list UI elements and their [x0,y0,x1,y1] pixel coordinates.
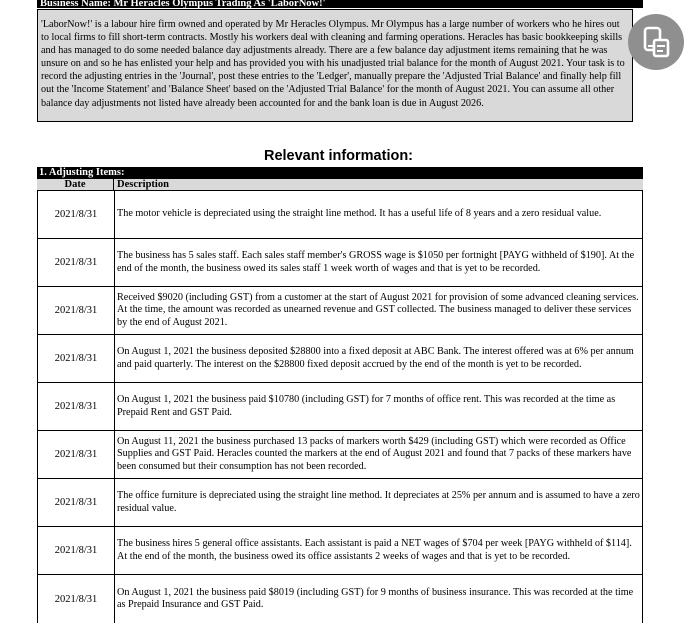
table-row [38,287,642,335]
row-description: The office furniture is depreciated using the straight line method. It depreciates at 25% per annum and is assumed to have a zero residual value. [114,479,642,526]
table-row [38,383,642,431]
date-column-header: Date [37,179,113,191]
row-description: On August 1, 2021 the business paid $8019 (including GST) for 9 months of business insurance. This was recorded at the time as Prepaid Insurance and GST Paid. [114,575,642,623]
table-row [38,575,642,623]
table-row [38,335,642,383]
row-date: 2021/8/31 [54,401,98,412]
row-date: 2021/8/31 [54,305,98,316]
description-column-header: Description [113,179,643,191]
row-date: 2021/8/31 [54,545,98,556]
table-row [38,191,642,239]
row-description: The motor vehicle is depreciated using the straight line method. It has a useful life of 8 years and a zero residual value. [114,191,642,238]
table-row [38,527,642,575]
row-description: On August 11, 2021 the business purchased 13 packs of markers worth $429 (including GST) which were recorded as Office Supplies and GST Paid. Heracles counted the markers at the end of August 2021 and found that 7 packs of these markers have been consumed but their consumption has not been recorded. [114,431,642,478]
row-description: The business has 5 sales staff. Each sales staff member's GROSS wage is $1050 per fortnight [PAYG withheld of $190]. At the end of the month, the business owed its sales staff 1 week worth of wages and that is yet to be recorded. [114,239,642,286]
row-date: 2021/8/31 [54,353,98,364]
row-date: 2021/8/31 [54,593,98,605]
row-date: 2021/8/31 [54,449,98,460]
relevant-information-title: Relevant information: [263,148,414,164]
row-description: The business hires 5 general office assistants. Each assistant is paid a NET wages of $704 per week [PAYG withheld of $114]. At the end of the month, the business owed its office assistants 2 weeks of wages and that is yet to be recorded. [114,527,642,574]
row-date: 2021/8/31 [54,209,98,220]
document-export-icon [638,24,674,60]
row-description: On August 1, 2021 the business deposited $28800 into a fixed deposit at ABC Bank. The interest offered was at 6% per annum and paid quarterly. The interest on the $28800 fixed deposit accrued by the end of the month is yet to be recorded. [114,335,642,382]
intro-paragraph: 'LaborNow!' is a labour hire firm owned and operated by Mr Heracles Olympus. Mr Olympus has a large number of workers who he hires out to local firms to fill short-term contracts. Mostly his workers deal with cleaning and farming operations. Heracles has basic bookkeeping skills and has managed to do some needed balance day adjustments already. There are a few balance day adjustment items remaining that he was unsure on and so he has enlisted your help and has provided you with his unadjusted trial balance for the month of August 2021. Your task is to record the adjusting entries in the 'Journal', post these entries to the 'Ledger', manually prepare the 'Adjusted Trial Balance' and finally help fill out the 'Income Statement' and 'Balance Sheet' based on the 'Adjusted Trial Balance' for the month of August 2021. You can assume all other balance day adjustments not listed have already been accounted for and the bank loan is due in August 2026. [37,9,633,122]
row-date: 2021/8/31 [54,257,98,268]
table-row [38,479,642,527]
floating-action-button[interactable] [628,14,684,70]
row-description: Received $9020 (including GST) from a customer at the start of August 2021 for provision of some advanced cleaning services. At the time, the amount was recorded as unearned revenue and GST collected. The business managed to deliver these services by the end of August 2021. [114,287,642,334]
table-row [38,431,642,479]
adjusting-items-header: 1. Adjusting Items: [37,167,643,179]
row-description: On August 1, 2021 the business paid $10780 (including GST) for 7 months of office rent. This was recorded at the time as Prepaid Rent and GST Paid. [114,383,642,430]
business-name-header: Business Name: Mr Heracles Olympus Trading As 'LaborNow!' [37,0,643,8]
adjusting-items-table [37,191,643,623]
row-date: 2021/8/31 [54,497,98,508]
table-row [38,239,642,287]
